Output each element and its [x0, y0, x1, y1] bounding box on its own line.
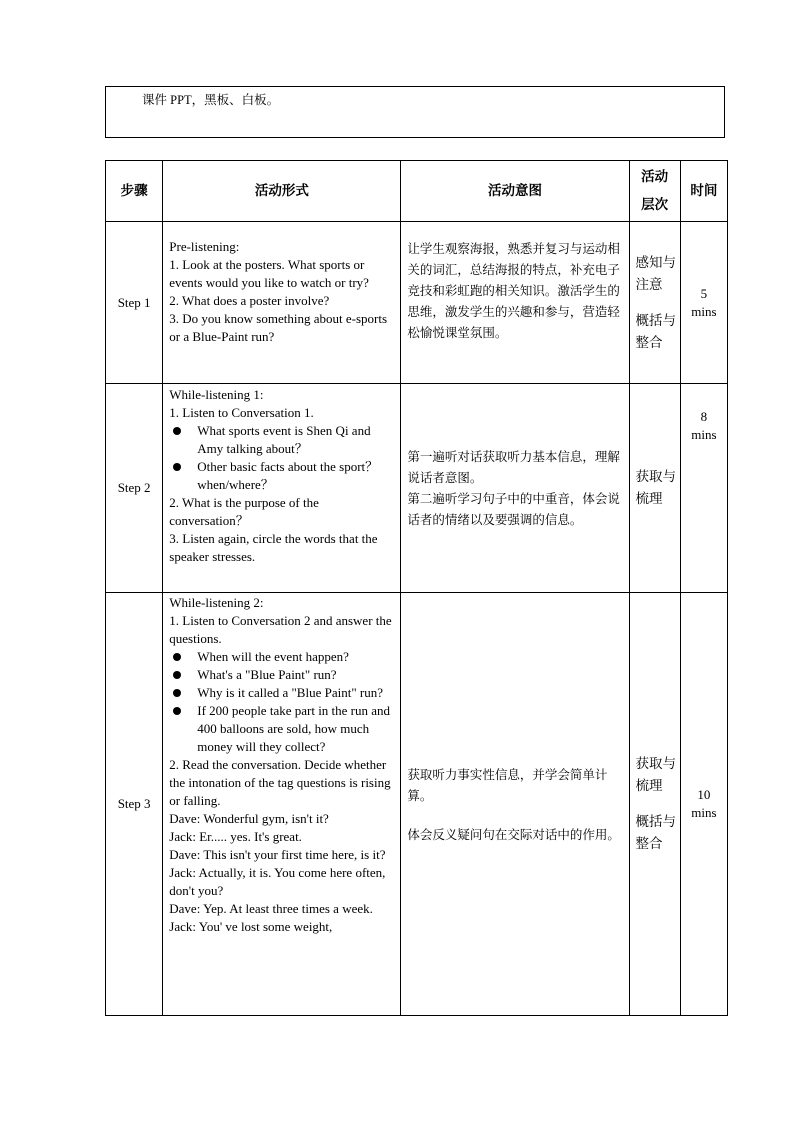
- form-line: 1. Look at the posters. What sports or events would you like to watch or try?: [169, 257, 369, 290]
- level-text: 获取与梳理: [635, 756, 676, 794]
- activity-purpose: [401, 593, 629, 1016]
- purpose-text: 体会反义疑问句在交际对话中的作用。: [407, 826, 620, 842]
- level-text: 概括与整合: [635, 814, 676, 852]
- activity-form: [163, 593, 401, 1016]
- activity-form: [163, 384, 401, 593]
- activity-purpose: [401, 384, 629, 593]
- form-line: 3. Do you know something about e-sports or a Blue-Paint run?: [169, 311, 387, 344]
- level-text: 感知与注意: [635, 254, 676, 293]
- form-line: 1. Listen to Conversation 2 and answer the questions.: [169, 613, 392, 646]
- purpose-text: 第一遍听对话获取听力基本信息，理解说话者意图。: [407, 449, 620, 485]
- header-level-line1: 活动: [641, 169, 669, 184]
- activity-time: [680, 384, 727, 593]
- level-text: 获取与梳理: [635, 469, 676, 507]
- dialogue-line: Dave: Wonderful gym, isn't it?: [169, 811, 329, 826]
- activity-form: [163, 222, 401, 384]
- table-row: [106, 222, 728, 384]
- step-label: Step 3: [106, 593, 163, 1016]
- dialogue-line: Jack: Actually, it is. You come here often, don't you?: [169, 865, 386, 898]
- header-row: [106, 161, 728, 222]
- header-level-line2: 层次: [641, 197, 669, 212]
- dialogue-line: Jack: Er..... yes. It's great.: [169, 829, 302, 844]
- form-bullet: Other basic facts about the sport？ when/where？: [169, 458, 394, 494]
- table-row: [106, 593, 728, 1016]
- step-label: Step 1: [106, 222, 163, 384]
- form-bullet: Why is it called a "Blue Paint" run?: [169, 684, 394, 702]
- form-line: 2. What does a poster involve?: [169, 293, 330, 308]
- header-level: [629, 161, 680, 222]
- activity-level: [629, 384, 680, 593]
- time-unit: mins: [691, 805, 717, 820]
- form-bullet: What sports event is Shen Qi and Amy talking about？: [169, 422, 394, 458]
- activity-time: [680, 593, 727, 1016]
- activity-time: [680, 222, 727, 384]
- purpose-text: 获取听力事实性信息，并学会简单计算。: [407, 766, 608, 803]
- time-number: 5: [700, 285, 708, 301]
- time-unit: mins: [691, 303, 717, 319]
- activity-level: [629, 593, 680, 1016]
- dialogue-line: Jack: You' ve lost some weight,: [169, 919, 333, 934]
- dialogue-line: Dave: Yep. At least three times a week.: [169, 901, 373, 916]
- time-number: 8: [700, 409, 708, 424]
- header-time: 时间: [680, 161, 727, 222]
- form-title: While-listening 2:: [169, 595, 264, 610]
- header-purpose: 活动意图: [401, 161, 629, 222]
- purpose-text: 让学生观察海报，熟悉并复习与运动相关的词汇，总结海报的特点，补充电子竞技和彩虹跑的相关知识。激活学生的思维，激发学生的兴趣和参与，营造轻松愉悦课堂氛围。: [407, 241, 620, 340]
- header-form: 活动形式: [163, 161, 401, 222]
- header-step: 步骤: [106, 161, 163, 222]
- level-text: 概括与整合: [635, 312, 676, 351]
- form-bullet: When will the event happen?: [169, 648, 394, 666]
- materials-text: 课件 PPT，黑板、白板。: [142, 93, 280, 107]
- time-number: 10: [697, 787, 711, 802]
- purpose-text: 第二遍听学习句子中的中重音，体会说话者的情绪以及要强调的信息。: [407, 491, 620, 527]
- table-row: [106, 384, 728, 593]
- form-bullet: If 200 people take part in the run and 400 balloons are sold, how much money will they collect?: [169, 702, 394, 756]
- activity-purpose: [401, 222, 629, 384]
- form-title: Pre-listening:: [169, 239, 240, 254]
- activity-level: [629, 222, 680, 384]
- form-line: 1. Listen to Conversation 1.: [169, 405, 314, 420]
- form-line: 3. Listen again, circle the words that the speaker stresses.: [169, 531, 378, 564]
- form-line: 2. Read the conversation. Decide whether the intonation of the tag questions is rising or falling.: [169, 757, 391, 808]
- step-label: Step 2: [106, 384, 163, 593]
- time-unit: mins: [691, 427, 717, 442]
- materials-box: [105, 86, 725, 138]
- form-title: While-listening 1:: [169, 387, 264, 402]
- dialogue-line: Dave: This isn't your first time here, is it?: [169, 847, 386, 862]
- form-bullet: What's a "Blue Paint" run?: [169, 666, 394, 684]
- form-line: 2. What is the purpose of the conversation？: [169, 495, 319, 528]
- lesson-plan-table: [105, 160, 728, 1016]
